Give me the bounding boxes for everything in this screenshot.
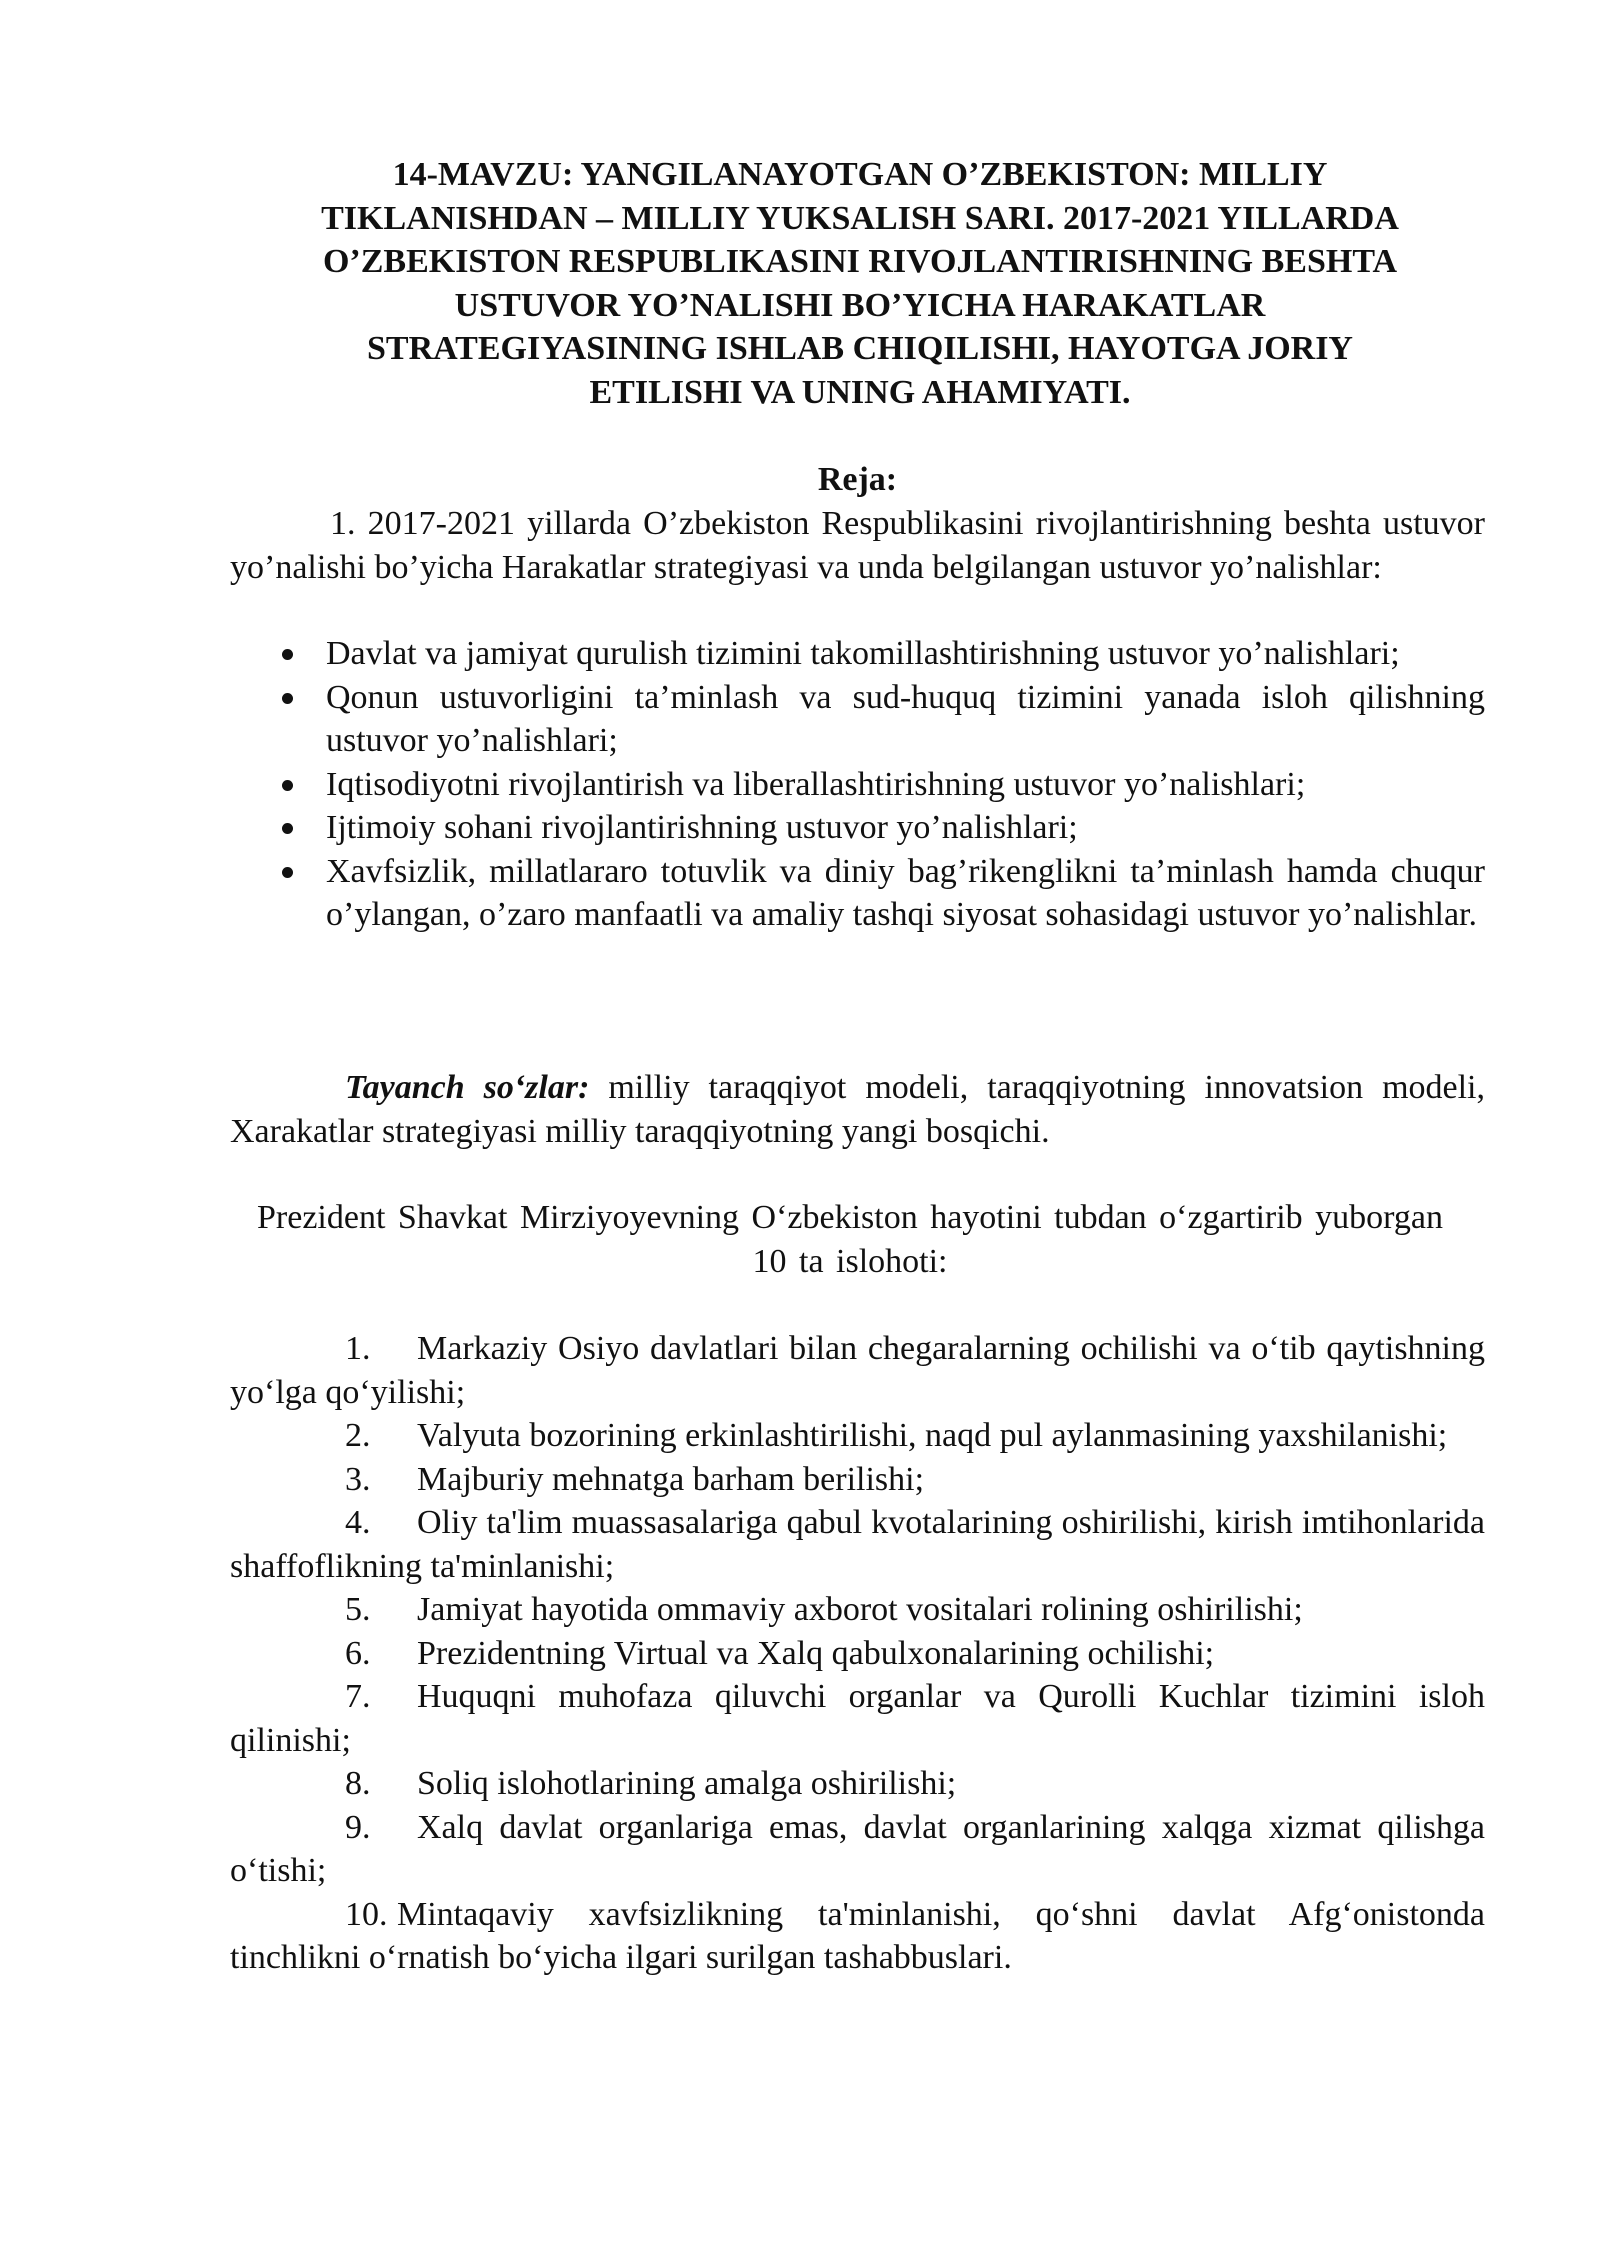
plan-bullet-item: [270, 632, 1485, 676]
plan-bullet-item: [270, 850, 1485, 937]
reform-item: [230, 1893, 1485, 1980]
plan-bullet-item: [270, 676, 1485, 763]
reform-text: Markaziy Osiyo davlatlari bilan chegaralarning ochilishi va o‘tib qaytishning yo‘lga qo‘yilishi;: [230, 1330, 1485, 1411]
keywords-label: Tayanch so‘zlar:: [345, 1069, 590, 1106]
keywords-text: milliy taraqqiyot modeli, taraqqiyotning innovatsion modeli, Xarakatlar strategiyasi milliy taraqqiyotning yangi bosqichi.: [230, 1069, 1485, 1150]
title-line: O’ZBEKISTON RESPUBLIKASINI RIVOJLANTIRISHNING BESHTA: [322, 243, 1398, 280]
reform-text: Majburiy mehnatga barham berilishi;: [417, 1460, 925, 1498]
reform-text: Valyuta bozorining erkinlashtirilishi, naqd pul aylanmasining yaxshilanishi;: [417, 1417, 1448, 1454]
plan-bullet-list: [270, 632, 1485, 937]
reform-text: Prezidentning Virtual va Xalq qabulxonalarining ochilishi;: [417, 1634, 1215, 1672]
reforms-list: [230, 1327, 1485, 1980]
plan-bullet-text: Iqtisodiyotni rivojlantirish va liberallashtirishning ustuvor yo’nalishlari;: [326, 765, 1306, 803]
bullet-icon: [282, 780, 293, 791]
plan-bullet-text: Qonun ustuvorligini ta’minlash va sud-huquq tizimini yanada isloh qilishning ustuvor yo’nalishlari;: [326, 678, 1485, 759]
bullet-icon: [282, 867, 293, 878]
bullet-icon: [282, 649, 293, 660]
reform-text: Mintaqaviy xavfsizlikning ta'minlanishi, qo‘shni davlat Afg‘onistonda tinchlikni o‘rnatish bo‘yicha ilgari surilgan tashabbuslari.: [230, 1895, 1485, 1976]
reform-item: [230, 1588, 1485, 1632]
reform-item: [230, 1632, 1485, 1676]
reform-item: [230, 1806, 1485, 1893]
title-line: TIKLANISHDAN – MILLIY YUKSALISH SARI. 2017-2021 YILLARDA: [321, 199, 1399, 237]
reform-number: 6.: [345, 1634, 371, 1672]
reform-number: 7.: [345, 1678, 371, 1715]
reform-item: [230, 1501, 1485, 1588]
plan-bullet-text: Ijtimoiy sohani rivojlantirishning ustuvor yo’nalishlari;: [326, 809, 1078, 846]
reform-text: Jamiyat hayotida ommaviy axborot vositalari rolining oshirilishi;: [417, 1591, 1303, 1628]
plan-bullet-item: [270, 806, 1485, 850]
reform-text: Huquqni muhofaza qiluvchi organlar va Qurolli Kuchlar tizimini isloh qilinishi;: [230, 1678, 1485, 1759]
title-line: USTUVOR YO’NALISHI BO’YICHA HARAKATLAR: [454, 286, 1266, 324]
reform-number: 5.: [345, 1591, 371, 1628]
plan-heading: Reja:: [817, 461, 898, 498]
bullet-icon: [282, 693, 293, 704]
title-line: 14-MAVZU: YANGILANAYOTGAN O’ZBEKISTON: MILLIY: [392, 156, 1328, 193]
reform-item: [230, 1327, 1485, 1414]
reform-number: 9.: [345, 1808, 371, 1846]
reform-item: [230, 1762, 1485, 1806]
plan-intro: 1. 2017-2021 yillarda O’zbekiston Respublikasini rivojlantirishning beshta ustuvor yo’nalishi bo’yicha Harakatlar strategiyasi va unda belgilangan ustuvor yo’nalishlar:: [230, 505, 1485, 586]
plan-bullet-item: [270, 763, 1485, 807]
reform-number: 2.: [345, 1417, 371, 1454]
reform-number: 10.: [345, 1895, 388, 1933]
title-line: STRATEGIYASINING ISHLAB CHIQILISHI, HAYOTGA JORIY: [367, 330, 1353, 367]
title-line: ETILISHI VA UNING AHAMIYATI.: [589, 373, 1131, 411]
reform-text: Soliq islohotlarining amalga oshirilishi;: [417, 1765, 957, 1802]
reform-item: [230, 1458, 1485, 1502]
reform-number: 4.: [345, 1504, 371, 1541]
document-title: [220, 153, 1500, 414]
reform-number: 3.: [345, 1460, 371, 1498]
plan-bullet-text: Xavfsizlik, millatlararo totuvlik va diniy bag’rikenglikni ta’minlash hamda chuqur o’ylangan, o’zaro manfaatli va amaliy tashqi siyosat sohasidagi ustuvor yo’nalishlar.: [326, 852, 1485, 933]
reform-number: 1.: [345, 1330, 371, 1367]
reform-number: 8.: [345, 1765, 371, 1802]
keywords-paragraph: [230, 1066, 1485, 1153]
reform-text: Oliy ta'lim muassasalariga qabul kvotalarining oshirilishi, kirish imtihonlarida shaffoflikning ta'minlanishi;: [230, 1504, 1485, 1585]
plan-bullet-text: Davlat va jamiyat qurulish tizimini takomillashtirishning ustuvor yo’nalishlari;: [326, 635, 1400, 672]
reforms-heading: Prezident Shavkat Mirziyoyevning O‘zbekiston hayotini tubdan o‘zgartirib yuborgan 10 ta islohoti:: [257, 1199, 1443, 1280]
reform-text: Xalq davlat organlariga emas, davlat organlarining xalqga xizmat qilishga o‘tishi;: [230, 1808, 1485, 1889]
reform-item: [230, 1675, 1485, 1762]
bullet-icon: [282, 823, 293, 834]
reform-item: [230, 1414, 1485, 1458]
